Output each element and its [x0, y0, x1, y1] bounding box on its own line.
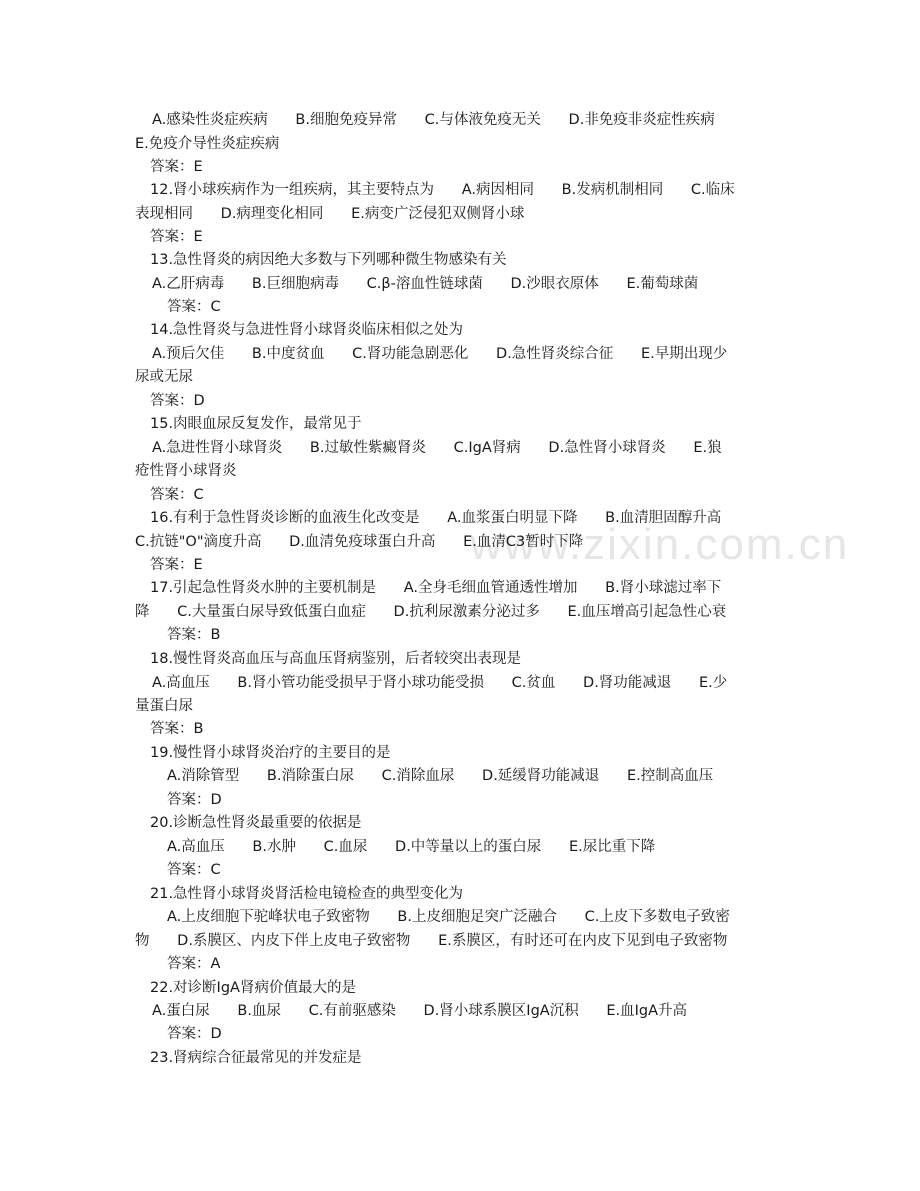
- question-line: 20.诊断急性肾炎最重要的依据是: [150, 815, 362, 831]
- text-line: 尿或无尿: [135, 369, 193, 385]
- options-line: A.急进性肾小球肾炎 B.过敏性紫癜肾炎 C.IgA肾病 D.急性肾小球肾炎 E.狼: [152, 440, 722, 456]
- question-line: 22.对诊断IgA肾病价值最大的是: [150, 980, 356, 996]
- question-line: 14.急性肾炎与急进性肾小球肾炎临床相似之处为: [150, 322, 464, 338]
- question-line: 17.引起急性肾炎水肿的主要机制是 A.全身毛细血管通透性增加 B.肾小球滤过率下: [150, 580, 722, 596]
- answer-line: 答案：D: [167, 1026, 222, 1042]
- answer-line: 答案：D: [150, 393, 205, 409]
- answer-line: 答案：E: [150, 229, 203, 245]
- options-line: A.消除管型 B.消除蛋白尿 C.消除血尿 D.延缓肾功能减退 E.控制高血压: [167, 768, 714, 784]
- answer-line: 答案：A: [167, 956, 221, 972]
- text-line: C.抗链"O"滴度升高 D.血清免疫球蛋白升高 E.血清C3暂时下降: [135, 534, 584, 550]
- options-line: A.高血压 B.水肿 C.血尿 D.中等量以上的蛋白尿 E.尿比重下降: [167, 839, 656, 855]
- options-line: A.乙肝病毒 B.巨细胞病毒 C.β-溶血性链球菌 D.沙眼衣原体 E.葡萄球菌: [152, 276, 699, 292]
- question-line: 16.有利于急性肾炎诊断的血液生化改变是 A.血浆蛋白明显下降 B.血清胆固醇升高: [150, 510, 722, 526]
- question-line: 15.肉眼血尿反复发作，最常见于: [150, 416, 362, 432]
- options-line: A.高血压 B.肾小管功能受损早于肾小球功能受损 C.贫血 D.肾功能减退 E.少: [152, 675, 728, 691]
- answer-line: 答案：E: [150, 557, 203, 573]
- answer-line: 答案：E: [150, 159, 203, 175]
- answer-line: 答案：B: [167, 627, 221, 643]
- text-line: 表现相同 D.病理变化相同 E.病变广泛侵犯双侧肾小球: [135, 206, 525, 222]
- question-line: 12.肾小球疾病作为一组疾病，其主要特点为 A.病因相同 B.发病机制相同 C.临床: [150, 182, 735, 198]
- question-line: 13.急性肾炎的病因绝大多数与下列哪种微生物感染有关: [150, 252, 507, 268]
- question-line: 19.慢性肾小球肾炎治疗的主要目的是: [150, 745, 391, 761]
- text-line: 疮性肾小球肾炎: [135, 463, 237, 479]
- question-line: 21.急性肾小球肾炎肾活检电镜检查的典型变化为: [150, 886, 464, 902]
- text-line: 降 C.大量蛋白尿导致低蛋白血症 D.抗利尿激素分泌过多 E.血压增高引起急性心衰: [135, 604, 727, 620]
- options-line: A.预后欠佳 B.中度贫血 C.肾功能急剧恶化 D.急性肾炎综合征 E.早期出现少: [152, 346, 728, 362]
- answer-line: 答案：D: [167, 792, 222, 808]
- answer-line: 答案：B: [150, 721, 204, 737]
- options-line: A.上皮细胞下驼峰状电子致密物 B.上皮细胞足突广泛融合 C.上皮下多数电子致密: [167, 909, 730, 925]
- watermark: www.zixin.com.cn: [470, 520, 850, 569]
- answer-line: 答案：C: [167, 862, 221, 878]
- options-line: A.蛋白尿 B.血尿 C.有前驱感染 D.肾小球系膜区IgA沉积 E.血IgA升高: [152, 1003, 688, 1019]
- text-line: E.免疫介导性炎症疾病: [135, 136, 280, 152]
- text-line: 量蛋白尿: [135, 698, 193, 714]
- question-line: 23.肾病综合征最常见的并发症是: [150, 1050, 362, 1066]
- question-line: 18.慢性肾炎高血压与高血压肾病鉴别，后者较突出表现是: [150, 651, 522, 667]
- answer-line: 答案：C: [167, 299, 221, 315]
- text-line: A.感染性炎症疾病 B.细胞免疫异常 C.与体液免疫无关 D.非免疫非炎症性疾病: [152, 112, 715, 128]
- answer-line: 答案：C: [150, 487, 204, 503]
- text-line: 物 D.系膜区、内皮下伴上皮电子致密物 E.系膜区，有时还可在内皮下见到电子致密物: [135, 933, 728, 949]
